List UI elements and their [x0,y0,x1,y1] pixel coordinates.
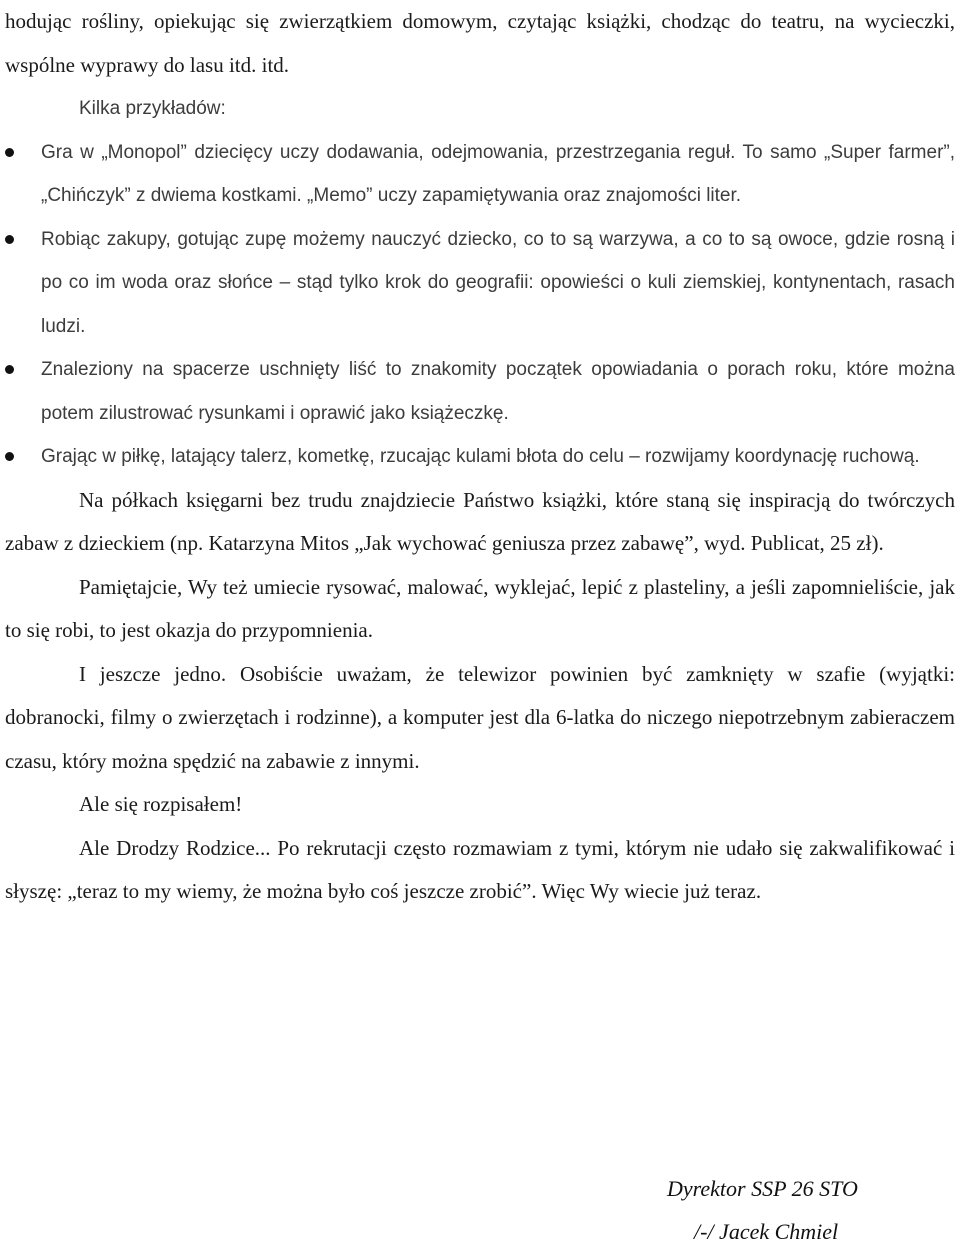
bullet-icon [5,148,14,157]
list-item [5,218,955,349]
list-item [5,348,955,435]
paragraph-remember: Pamiętajcie, Wy też umiecie rysować, malować, wyklejać, lepić z plasteliny, a jeśli zapomnieliście, jak to się robi, to jest okazja do przypomnienia. [5,574,955,642]
list-item-text: Znaleziony na spacerze uschnięty liść to znakomity początek opowiadania o porach roku, które można potem zilustrować rysunkami i oprawić jako książeczkę. [41,359,955,424]
examples-list [5,131,955,479]
bullet-icon [5,365,14,374]
bullet-icon [5,235,14,244]
paragraph-exclamation: Ale się rozpisałem! [79,792,243,816]
list-item-text: Gra w „Monopol” dziecięcy uczy dodawania, odejmowania, przestrzegania reguł. To samo „Super farmer”, „Chińczyk” z dwiema kostkami. „Memo” uczy zapamiętywania oraz znajomości liter. [41,141,955,206]
paragraph-tv: I jeszcze jedno. Osobiście uważam, że telewizor powinien być zamknięty w szafie (wyjątki: dobranocki, filmy o zwierzętach i rodzinne), a komputer jest dla 6-latka do niczego niepotrzebnym zabieraczem czasu, który można spędzić na zabawie z innymi. [5,661,955,773]
bullet-icon [5,452,14,461]
list-item [5,131,955,218]
signature-name: /-/ Jacek Chmiel [694,1219,839,1244]
examples-intro: Kilka przykładów: [79,98,226,119]
signature-title: Dyrektor SSP 26 STO [667,1176,858,1201]
list-item-text: Robiąc zakupy, gotując zupę możemy nauczyć dziecko, co to są warzywa, a co to są owoce, gdzie rosną i po co im woda oraz słońce – stąd tylko krok do geografii: opowieści o kuli ziemskiej, kontynentach, rasach ludzi. [41,228,955,337]
paragraph-parents: Ale Drodzy Rodzice... Po rekrutacji często rozmawiam z tymi, którym nie udało się zakwalifikować i słyszę: „teraz to my wiemy, że można było coś jeszcze zrobić”. Więc Wy wiecie już teraz. [5,835,955,903]
paragraph-books: Na półkach księgarni bez trudu znajdziecie Państwo książki, które staną się inspiracją do twórczych zabaw z dzieckiem (np. Katarzyna Mitos „Jak wychować geniusza przez zabawę”, wyd. Publicat, 25 zł). [5,487,955,555]
paragraph-continuation: hodując rośliny, opiekując się zwierzątkiem domowym, czytając książki, chodząc do teatru, na wycieczki, wspólne wyprawy do lasu itd. itd. [5,9,955,77]
list-item-text: Grając w piłkę, latający talerz, kometkę, rzucając kulami błota do celu – rozwijamy koordynację ruchową. [41,446,920,467]
document-page [5,0,955,914]
list-item [5,435,955,479]
